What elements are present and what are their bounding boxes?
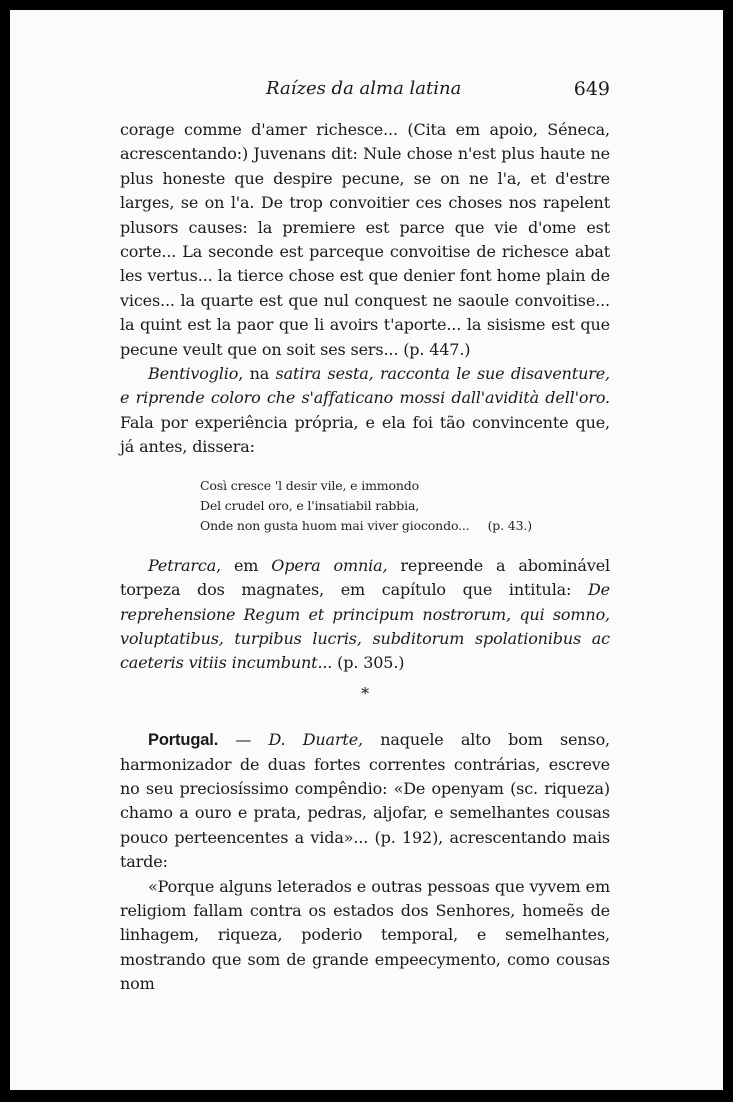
author-name: Bentivoglio: [148, 364, 239, 384]
page-number: 649: [573, 78, 610, 100]
section-heading: Portugal.: [148, 731, 219, 750]
paragraph-bentivoglio: [120, 362, 610, 460]
text-run: , na: [238, 364, 276, 384]
running-title: Raízes da alma latina: [266, 78, 462, 99]
verse-text: Onde non gusta huom mai viver giocondo...: [200, 517, 470, 533]
text-run: —: [218, 730, 269, 750]
paragraph-petrarca: [120, 554, 610, 676]
text-run: Fala por experiência própria, e ela foi tão convincente que, já antes, dissera:: [120, 412, 610, 457]
text-run: , em: [216, 555, 272, 575]
text-run: (p. 305.): [332, 653, 405, 673]
document-page: [10, 10, 723, 1090]
work-title: satira sesta, racconta le sue disaventure, e riprende coloro che s'affaticano mossi dall'avidità dell'oro.: [120, 364, 610, 408]
paragraph-duarte-quote: «Porque alguns leterados e outras pessoas que vyvem em religiom fallam contra os estados dos Senhores, homeẽs de linhagem, riqueza, poderio temporal, e semelhantes, mostrando que som de grande empeecymento, como cousas nom: [120, 876, 610, 994]
page-header: [120, 78, 610, 108]
section-separator: *: [361, 683, 369, 703]
verse-reference: (p. 43.): [487, 517, 532, 533]
verse-quote: [200, 476, 610, 536]
paragraph-seneca-quote: corage comme d'amer richesce... (Cita em apoio, Séneca, acrescentando:) Juvenans dit: Nule chose n'est plus haute ne plus honeste que despire pecune, se on ne l'a, et d'estre larges, se on l'a. De trop convoitier ces choses nos rapelent plusors causes: la premiere est parce que vie d'ome est corte... La seconde est parceque convoitise de richesce abat les vertus... la tierce chose est que denier font home plain de vices... la quarte est que nul conquest ne saoule convoitise... la quint est la paor que li avoirs t'aporte... la sisisme est que pecune veult que on soit ses sers... (p. 447.): [120, 120, 610, 359]
verse-line: [200, 516, 610, 536]
text-run: naquele alto bom senso, harmonizador de duas fortes correntes contrárias, escreve no seu preciosíssimo compêndio: «De openyam (sc. riqueza) chamo a ouro e prata, pedras, aljofar, e semelhantes cousas pouco perteencentes a vida»... (p. 192), acrescentando mais tarde:: [120, 730, 610, 872]
paragraph-portugal: [120, 728, 610, 874]
text-run: repreende a abominável torpeza dos magnates, em capítulo que intitula:: [120, 555, 610, 600]
verse-line: Così cresce 'l desir vile, e immondo: [200, 477, 419, 493]
author-name: Petrarca: [148, 555, 217, 575]
author-name: D. Duarte,: [268, 730, 363, 750]
verse-line: Del crudel oro, e l'insatiabil rabbia,: [200, 497, 420, 513]
chapter-title: De reprehensione Regum et principum nostrorum, qui somno, voluptatibus, turpibus lucris, subditorum spolationibus ac caeteris vitiis incumbunt...: [120, 580, 610, 673]
work-title: Opera omnia,: [271, 555, 388, 575]
page-body: [120, 118, 610, 997]
